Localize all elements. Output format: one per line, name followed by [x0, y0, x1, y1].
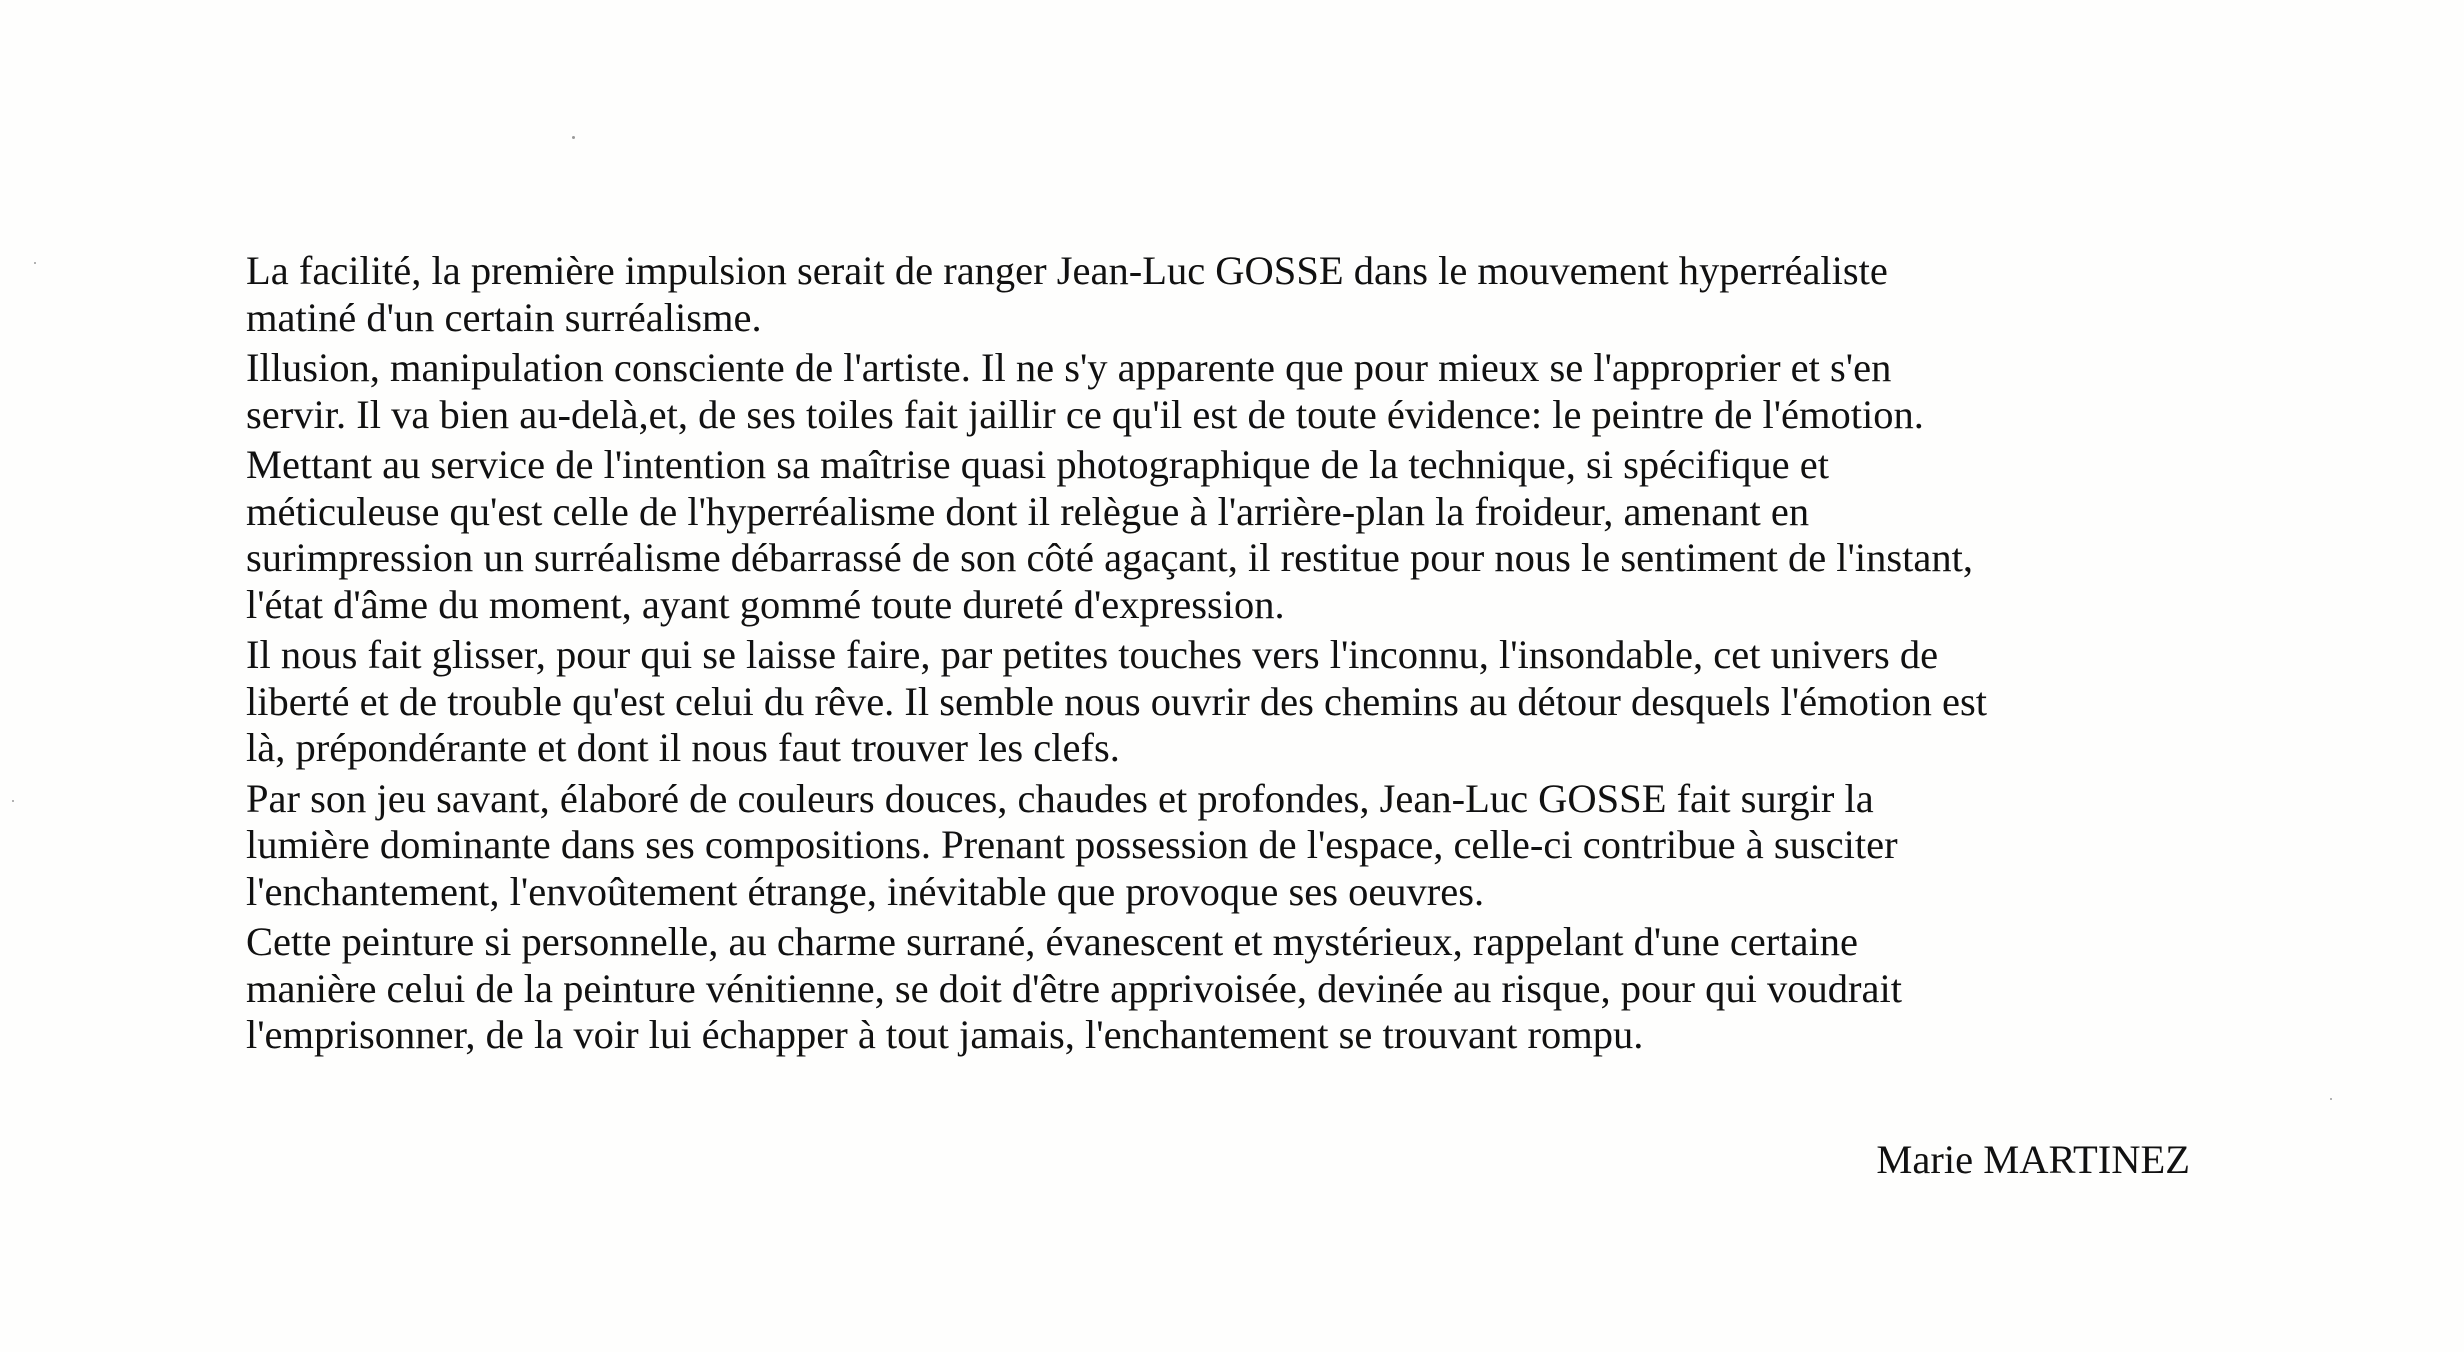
paragraph-6 [246, 919, 2286, 1059]
text-line: méticuleuse qu'est celle de l'hyperréalisme dont il relègue à l'arrière-plan la froideur, amenant en [246, 488, 1810, 534]
scan-speck [34, 262, 36, 264]
text-line: servir. Il va bien au-delà,et, de ses toiles fait jaillir ce qu'il est de toute évidence: le peintre de l'émotion. [246, 391, 1924, 437]
paragraph-5 [246, 776, 2286, 916]
scan-speck [2330, 1098, 2332, 1100]
paragraph-3 [246, 442, 2286, 628]
text-line: manière celui de la peinture vénitienne, se doit d'être apprivoisée, devinée au risque, pour qui voudrait [246, 965, 1902, 1011]
scan-speck [12, 800, 14, 802]
text-line: Mettant au service de l'intention sa maîtrise quasi photographique de la technique, si spécifique et [246, 442, 1829, 487]
paragraph-4 [246, 632, 2286, 772]
text-line: matiné d'un certain surréalisme. [246, 294, 762, 340]
text-line: Cette peinture si personnelle, au charme surrané, évanescent et mystérieux, rappelant d'une certaine [246, 919, 1858, 964]
text-line: l'enchantement, l'envoûtement étrange, inévitable que provoque ses oeuvres. [246, 868, 1485, 914]
text-line: l'emprisonner, de la voir lui échapper à tout jamais, l'enchantement se trouvant rompu. [246, 1012, 1644, 1057]
text-line: Par son jeu savant, élaboré de couleurs douces, chaudes et profondes, Jean-Luc GOSSE fait surgir la [246, 775, 1874, 821]
text-line: lumière dominante dans ses compositions. Prenant possession de l'espace, celle-ci contribue à susciter [246, 822, 1898, 867]
scan-speck [572, 136, 575, 139]
text-line: Illusion, manipulation consciente de l'artiste. Il ne s'y apparente que pour mieux se l'approprier et s'en [246, 345, 1892, 390]
text-line: liberté et de trouble qu'est celui du rêve. Il semble nous ouvrir des chemins au détour desquels l'émotion est [246, 678, 1988, 724]
text-line: surimpression un surréalisme débarrassé de son côté agaçant, il restitue pour nous le sentiment de l'instant, [246, 535, 1973, 580]
text-line: Il nous fait glisser, pour qui se laisse faire, par petites touches vers l'inconnu, l'insondable, cet univers de [246, 632, 1939, 677]
text-line: La facilité, la première impulsion serait de ranger Jean-Luc GOSSE dans le mouvement hyperréaliste [246, 248, 1888, 293]
text-line: l'état d'âme du moment, ayant gommé toute dureté d'expression. [246, 581, 1285, 627]
body-text [246, 248, 2286, 1063]
paragraph-2 [246, 345, 2286, 438]
text-line: là, prépondérante et dont il nous faut trouver les clefs. [246, 725, 1120, 770]
paragraph-1 [246, 248, 2286, 341]
author-signature: Marie MARTINEZ [1876, 1137, 2190, 1182]
